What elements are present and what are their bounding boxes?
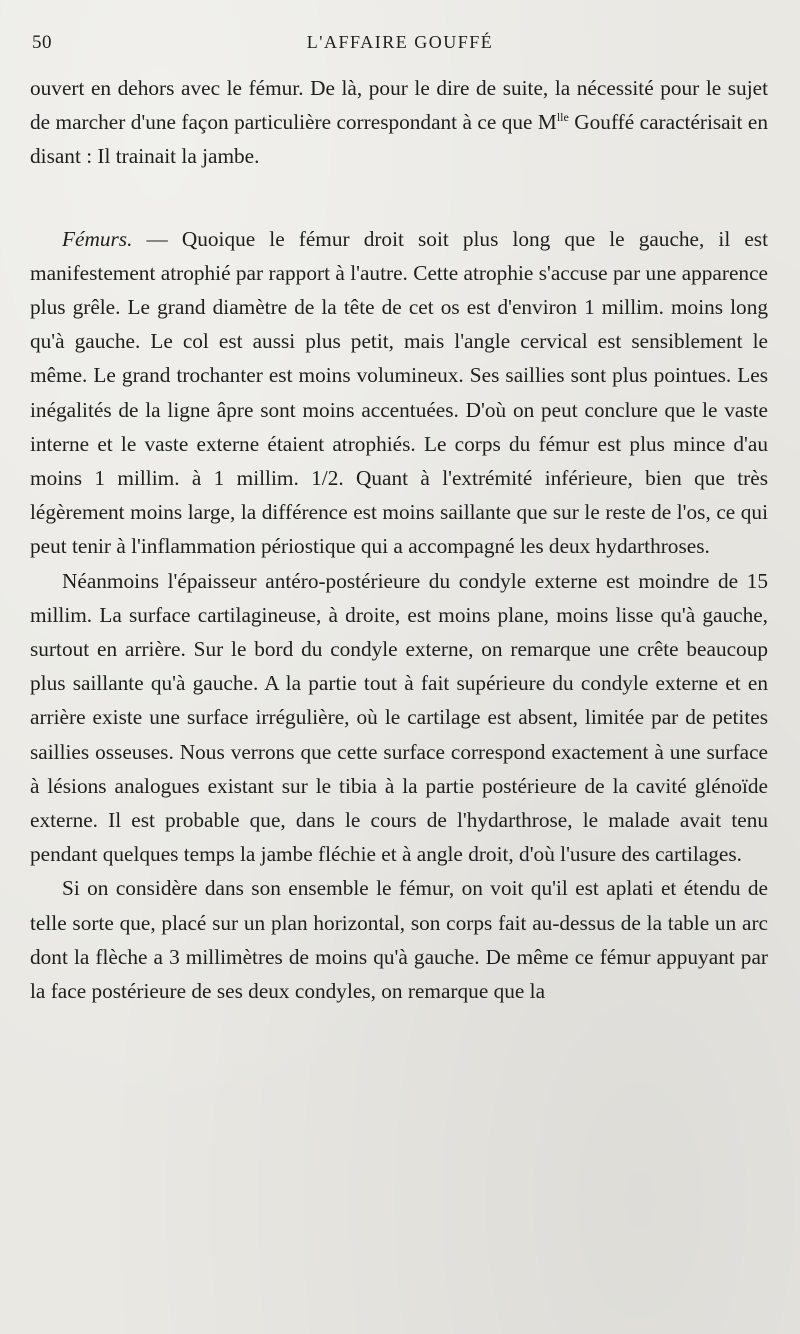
paragraph-condyle: Néanmoins l'épaisseur antéro-postérieure du condyle externe est moindre de 15 millim. La surface cartilagineuse, à droite, est moins plane, moins lisse qu'à gauche, surtout en arrière. Sur le bord du condyle externe, on remarque une crête beaucoup plus saillante qu'à gauche. A la partie tout à fait supérieure du condyle externe et en arrière existe une surface irrégulière, où le cartilage est absent, limitée par de petites saillies osseuses. Nous verrons que cette surface correspond exactement à une surface à lésions analogues existant sur le tibia à la partie postérieure de la cavité glénoïde externe. Il est probable que, dans le cours de l'hydarthrose, le malade avait tenu pendant quelques temps la jambe fléchie et à angle droit, d'où l'usure des cartilages. [30,568,768,867]
page-number: 50 [32,32,52,53]
paragraph-text: ouvert en dehors avec le fémur. De là, pour le dire de suite, la nécessité pour le sujet de marcher d'une façon particulière correspondant à ce que M [30,76,768,135]
paragraph-femurs [30,222,768,564]
body-text [30,71,768,1008]
paragraph-continuation [30,71,768,174]
section-lead-femurs: Fémurs. [62,226,133,251]
paragraph-ensemble: Si on considère dans son ensemble le fémur, on voit qu'il est aplati et étendu de telle sorte que, placé sur un plan horizontal, son corps fait au-dessus de la table un arc dont la flèche a 3 millimètres de moins qu'à gauche. De même ce fémur appuyant par la face postérieure de ses deux condyles, on remarque que la [30,876,768,1004]
paragraph-text: Gouffé caractérisait en disant : Il trainait la jambe. [30,110,768,169]
superscript-abbreviation: lle [556,110,569,125]
running-head [0,32,800,56]
paragraph-spacer [30,174,768,222]
paragraph-text: — Quoique le fémur droit soit plus long que le gauche, il est manifestement atrophié par rapport à l'autre. Cette atrophie s'accuse par une apparence plus grêle. Le grand diamètre de la tête de cet os est d'environ 1 millim. moins long qu'à gauche. Le col est aussi plus petit, mais l'angle cervical est sensiblement le même. Le grand trochanter est moins volumineux. Ses saillies sont plus pointues. Les inégalités de la ligne âpre sont moins accentuées. D'où on peut conclure que le vaste interne et le vaste externe étaient atrophiés. Le corps du fémur est plus mince d'au moins 1 millim. à 1 millim. 1/2. Quant à l'extrémité inférieure, bien que très légèrement moins large, la différence est moins saillante que sur le reste de l'os, ce qui peut tenir à l'inflammation périostique qui a accompagné les deux hydarthroses. [30,226,768,559]
running-title: L'AFFAIRE GOUFFÉ [306,32,494,52]
